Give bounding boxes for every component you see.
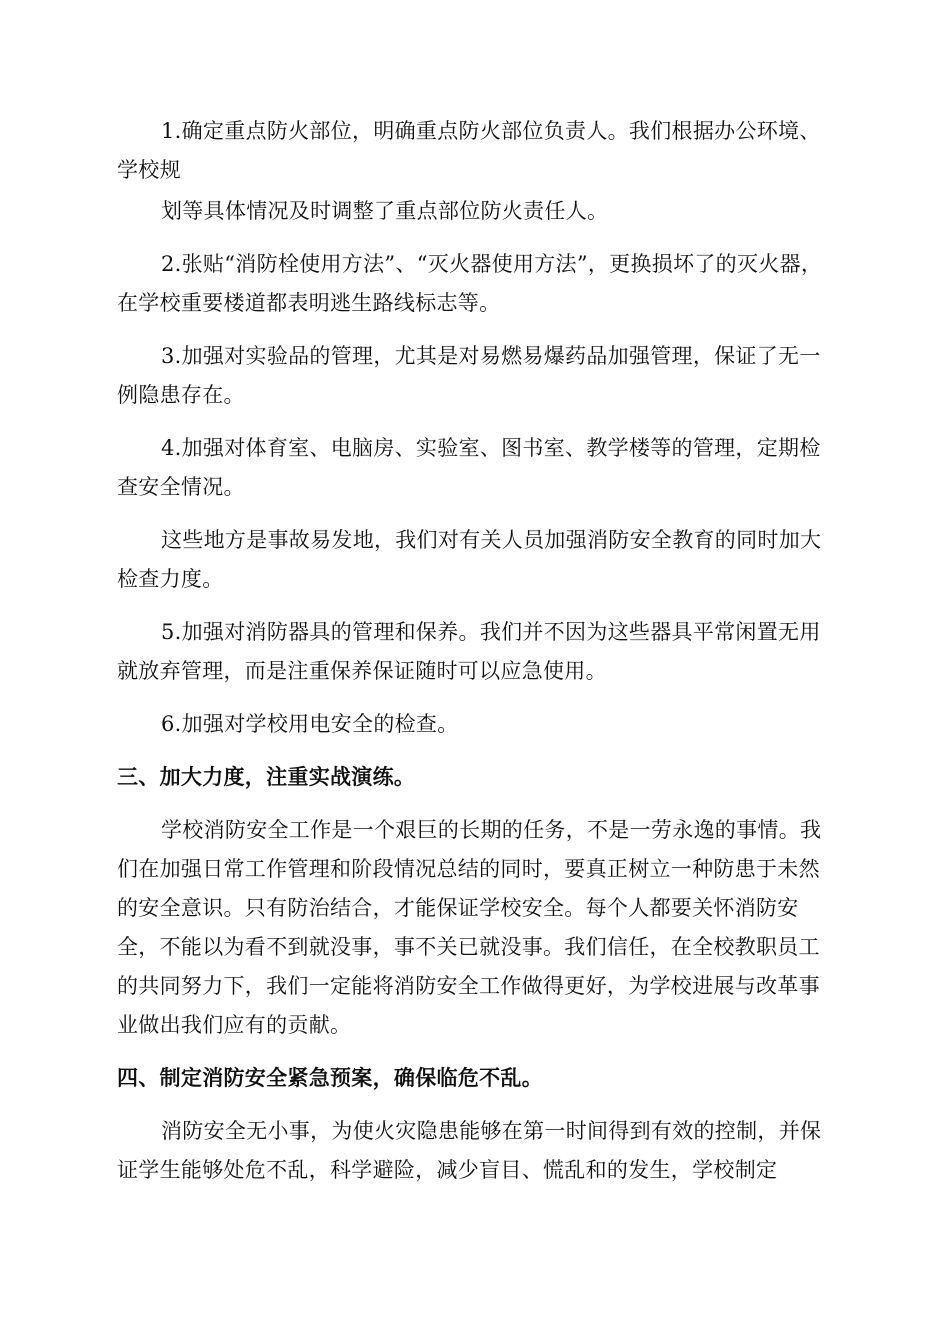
paragraph-item-1: 1.确定重点防火部位，明确重点防火部位负责人。我们根据办公环境、学校规 (117, 119, 821, 182)
paragraph-item-2: 2.张贴“消防栓使用方法”、“灭火器使用方法”，更换损坏了的灭火器，在学校重要楼道都表明逃生路线标志等。 (117, 252, 823, 315)
section-4-heading: 四、制定消防安全紧急预案，确保临危不乱。 (117, 1066, 543, 1090)
paragraph-item-1-continued: 划等具体情况及时调整了重点部位防火责任人。 (161, 199, 609, 223)
paragraph-item-4-note: 这些地方是事故易发地，我们对有关人员加强消防安全教育的同时加大检查力度。 (117, 528, 822, 591)
section-4-body: 消防安全无小事，为使火灾隐患能够在第一时间得到有效的控制，并保证学生能够处危不乱，科学避险，减少盲目、慌乱和的发生，学校制定 (117, 1119, 822, 1182)
paragraph-item-6: 6.加强对学校用电安全的检查。 (161, 712, 459, 736)
section-3-body: 学校消防安全工作是一个艰巨的长期的任务，不是一劳永逸的事情。我们在加强日常工作管理和阶段情况总结的同时，要真正树立一种防患于未然的安全意识。只有防治结合，才能保证学校安全。每个人都要关怀消防安全，不能以为看不到就没事，事不关已就没事。我们信任，在全校教职员工的共同努力下，我们一定能将消防安全工作做得更好，为学校进展与改革事业做出我们应有的贡献。 (117, 818, 822, 1037)
paragraph-item-5: 5.加强对消防器具的管理和保养。我们并不因为这些器具平常闲置无用就放弃管理，而是注重保养保证随时可以应急使用。 (117, 620, 821, 683)
document-body (117, 112, 837, 1204)
paragraph-item-3: 3.加强对实验品的管理，尤其是对易燃易爆药品加强管理，保证了无一例隐患存在。 (117, 344, 821, 407)
paragraph-item-4: 4.加强对体育室、电脑房、实验室、图书室、教学楼等的管理，定期检查安全情况。 (117, 436, 821, 499)
section-3-heading: 三、加大力度，注重实战演练。 (117, 765, 416, 789)
